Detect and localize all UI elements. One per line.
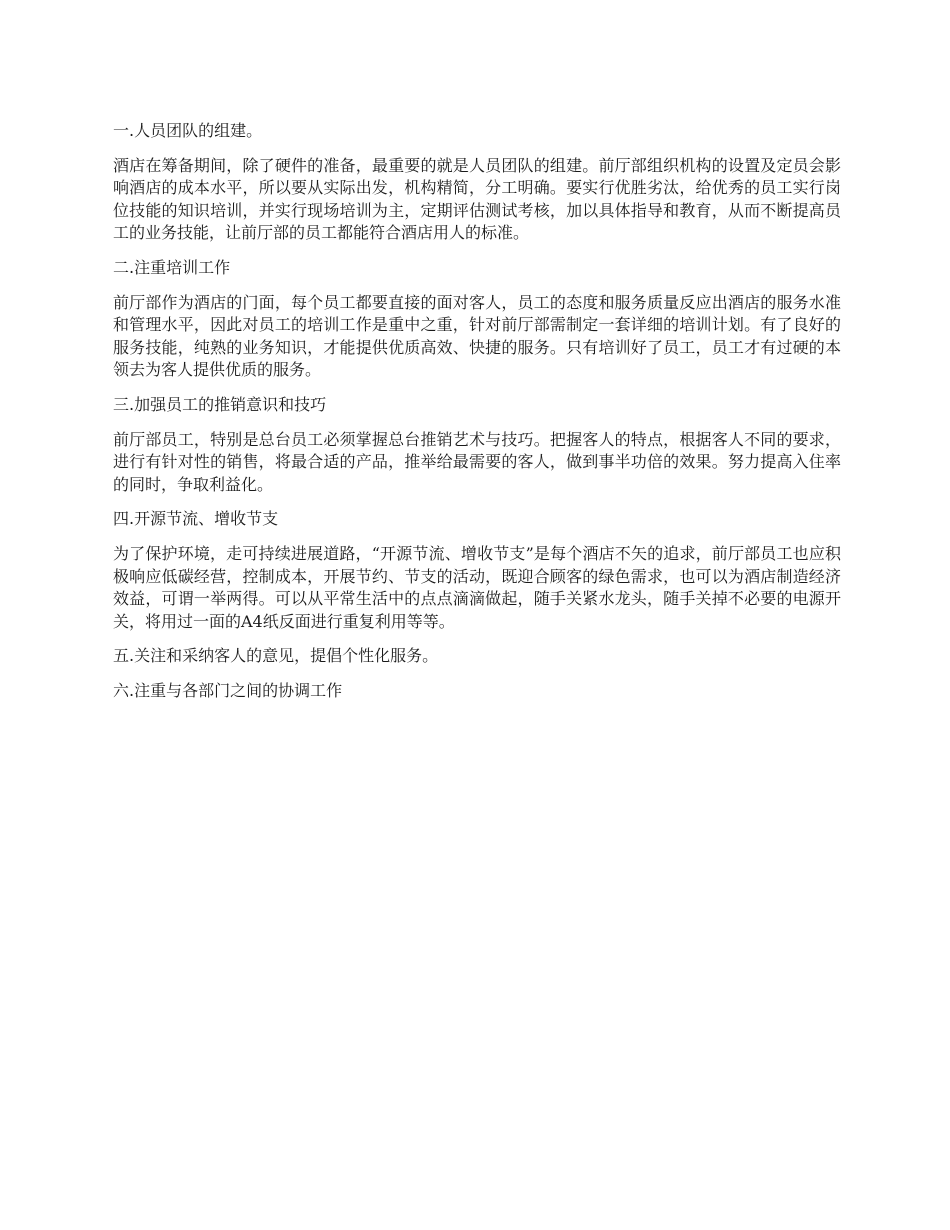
section-heading-2: 二.注重培训工作 — [113, 257, 231, 277]
section-body-4: 为了保护环境，走可持续进展道路，“开源节流、增收节支”是每个酒店不矢的追求，前厅部员工也应积极响应低碳经营，控制成本，开展节约、节支的活动，既迎合顾客的绿色需求，也可以为酒店制造经济效益，可谓一举两得。可以从平常生活中的点点滴滴做起，随手关紧水龙头，随手关掉不必要的电源开关，将用过一面的A4纸反面进行重复利用等等。 — [113, 543, 841, 631]
section-heading-3: 三.加强员工的推销意识和技巧 — [113, 394, 327, 414]
document-page — [113, 120, 841, 714]
section-body-3: 前厅部员工，特别是总台员工必须掌握总台推销艺术与技巧。把握客人的特点，根据客人不同的要求，进行有针对性的销售，将最合适的产品，推举给最需要的客人，做到事半功倍的效果。努力提高入住率的同时，争取利益化。 — [113, 429, 841, 494]
section-heading-4: 四.开源节流、增收节支 — [113, 509, 279, 529]
section-body-2: 前厅部作为酒店的门面，每个员工都要直接的面对客人，员工的态度和服务质量反应出酒店的服务水准和管理水平，因此对员工的培训工作是重中之重，针对前厅部需制定一套详细的培训计划。有了良好的服务技能，纯熟的业务知识，才能提供优质高效、快捷的服务。只有培训好了员工，员工才有过硬的本领去为客人提供优质的服务。 — [113, 292, 841, 380]
section-heading-5: 五.关注和采纳客人的意见，提倡个性化服务。 — [113, 646, 439, 666]
section-heading-6: 六.注重与各部门之间的协调工作 — [113, 680, 343, 700]
section-heading-1: 一.人员团队的组建。 — [113, 121, 263, 140]
section-body-1: 酒店在筹备期间，除了硬件的准备，最重要的就是人员团队的组建。前厅部组织机构的设置及定员会影响酒店的成本水平，所以要从实际出发，机构精简，分工明确。要实行优胜劣汰，给优秀的员工实行岗位技能的知识培训，并实行现场培训为主，定期评估测试考核，加以具体指导和教育，从而不断提高员工的业务技能，让前厅部的员工都能符合酒店用人的标准。 — [113, 155, 841, 243]
